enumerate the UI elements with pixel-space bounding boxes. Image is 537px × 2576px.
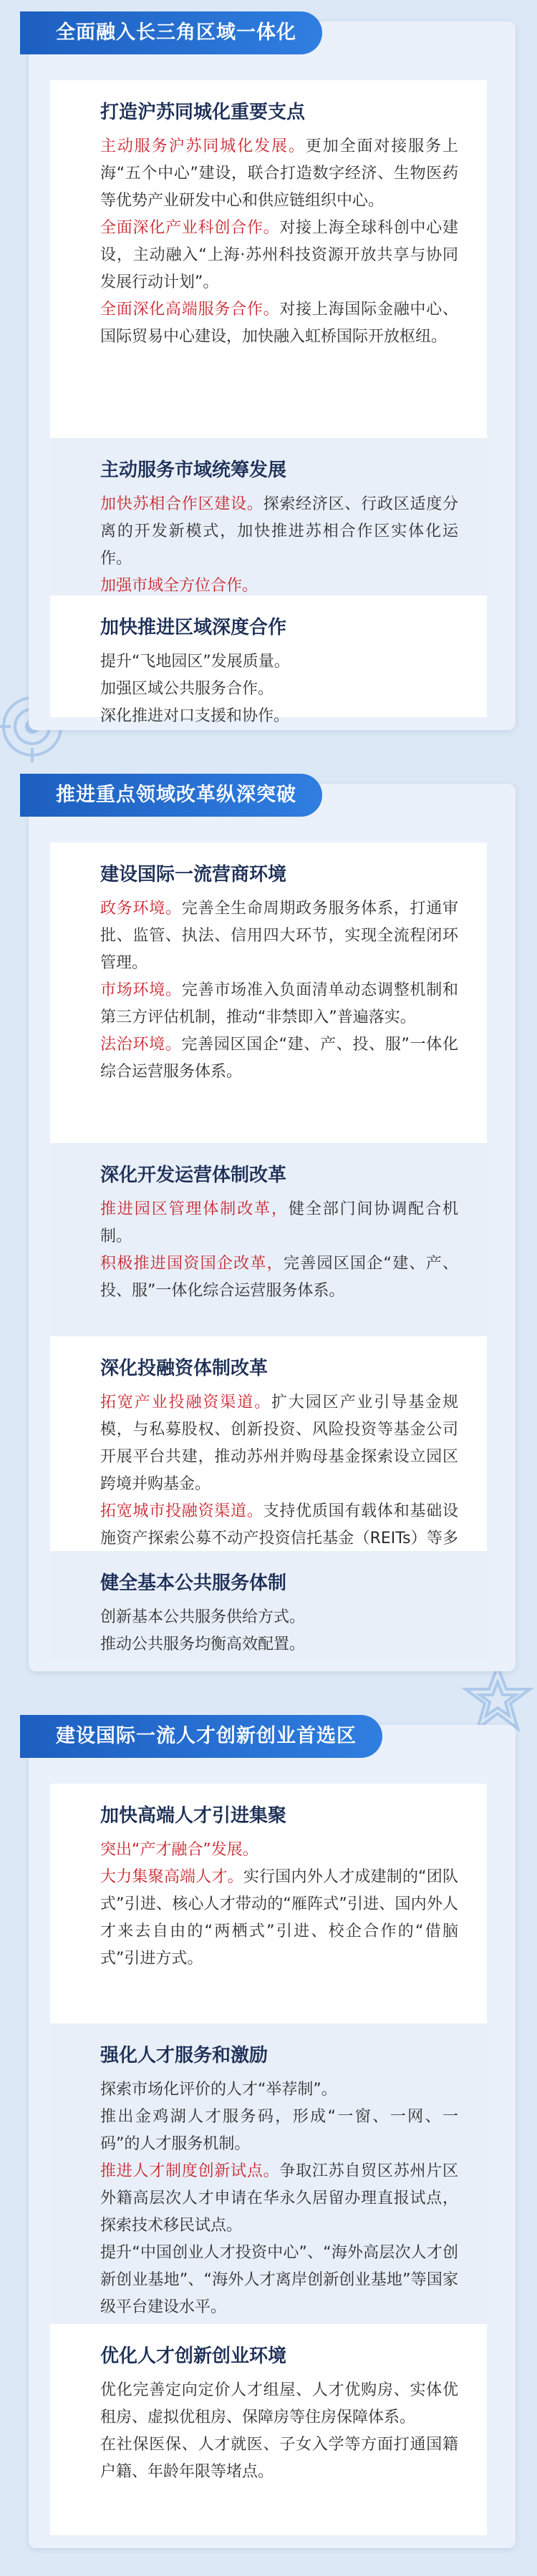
block-heading: 强化人才服务和激励: [100, 2045, 268, 2066]
block-talent-attraction: [50, 1784, 487, 2023]
highlight-text: 政务环境。: [100, 900, 182, 918]
highlight-text: 法治环境。: [100, 1036, 182, 1054]
body-text: 完善园区国企“建、产、投、服”一体化综合运营服务体系。: [100, 1255, 458, 1300]
section-talent: [29, 1725, 516, 2548]
section-title: 全面融入长三角区域一体化: [20, 11, 322, 54]
highlight-text: 全面深化高端服务合作。: [100, 301, 280, 319]
block-operation-reform: [50, 1143, 487, 1336]
block-talent-environment: [50, 2324, 487, 2535]
paragraph: [100, 1196, 458, 1250]
block-investment-financing: [50, 1336, 487, 1551]
paragraph: [100, 1864, 458, 1973]
paragraph: 推出金鸡湖人才服务码，形成“一窗、一网、一码”的人才服务机制。: [100, 2108, 458, 2153]
paragraph: [100, 1031, 458, 1086]
block-heading: 主动服务市域统筹发展: [100, 460, 287, 481]
paragraph: [100, 2158, 458, 2240]
highlight-text: 推进园区管理体制改革，: [100, 1200, 289, 1218]
highlight-text: 突出“产才融合”发展。: [100, 1841, 258, 1859]
block-regional-cooperation: [50, 596, 487, 725]
body-text: 支持优质国有载体和基础设施资产探索公募不动产投资信托基金（REITs）等多: [100, 1502, 458, 1547]
body-text: 健全部门间协调配合机制。: [100, 1200, 458, 1245]
paragraph: [100, 1389, 458, 1498]
highlight-text: 拓宽城市投融资渠道。: [100, 1502, 263, 1520]
paragraph: 在社保医保、人才就医、子女入学等方面打通国籍户籍、年龄年限等堵点。: [100, 2436, 458, 2481]
body-text: 更加全面对接服务上海“五个中心”建设，联合打造数字经济、生物医药等优势产业研发中心和供应链组织中心。: [100, 137, 458, 210]
paragraph: [100, 1250, 458, 1305]
paragraph: [100, 296, 458, 351]
block-municipal-coordination: [50, 438, 487, 596]
paragraph: [100, 977, 458, 1031]
highlight-text: 加强市域全方位合作。: [100, 577, 258, 595]
paragraph: 提升“中国创业人才投资中心”、“海外高层次人才创新创业基地”、“海外人才离岸创新创业基地”等国家级平台建设水平。: [100, 2244, 458, 2316]
body-text: 探索经济区、行政区适度分离的开发新模式，加快推进苏相合作区实体化运作。: [100, 495, 458, 568]
highlight-text: 推进人才制度创新试点。: [100, 2162, 280, 2180]
paragraph: [100, 895, 458, 977]
highlight-text: 全面深化产业科创合作。: [100, 219, 280, 237]
block-heading: 建设国际一流营商环境: [100, 864, 287, 885]
highlight-text: 积极推进国资国企改革，: [100, 1255, 284, 1273]
highlight-text: 主动服务沪苏同城化发展。: [100, 137, 306, 155]
block-business-environment: [50, 842, 487, 1143]
paragraph: 深化推进对口支援和协作。: [100, 707, 290, 725]
paragraph: 加强区域公共服务合作。: [100, 680, 274, 698]
section-title: 推进重点领域改革纵深突破: [20, 774, 322, 817]
highlight-text: 加快苏相合作区建设。: [100, 495, 263, 513]
body-text: 完善全生命周期政务服务体系，打通审批、监管、执法、信用四大环节，实现全流程闭环管理。: [100, 900, 458, 972]
paragraph: 探索市场化评价的人才“举荐制”。: [100, 2081, 337, 2099]
highlight-text: 市场环境。: [100, 981, 182, 999]
paragraph: [100, 215, 458, 296]
body-text: 完善市场准入负面清单动态调整机制和第三方评估机制，推动“非禁即入”普遍落实。: [100, 981, 458, 1026]
block-shanghai-suzhou: [50, 80, 487, 438]
body-text: 对接上海国际金融中心、国际贸易中心建设，加快融入虹桥国际开放枢纽。: [100, 301, 458, 346]
body-text: 实行国内外人才成建制的“团队式”引进、核心人才带动的“雁阵式”引进、国内外人才来去自由的“两栖式”引进、校企合作的“借脑式”引进方式。: [100, 1868, 458, 1968]
section-title: 建设国际一流人才创新创业首选区: [20, 1715, 382, 1758]
block-heading: 深化投融资体制改革: [100, 1358, 268, 1379]
paragraph: [100, 1837, 458, 1864]
paragraph: [100, 133, 458, 215]
block-heading: 加快高端人才引进集聚: [100, 1805, 287, 1827]
block-heading: 优化人才创新创业环境: [100, 2346, 287, 2367]
block-public-service: [50, 1551, 487, 1658]
body-text: 完善园区国企“建、产、投、服”一体化综合运营服务体系。: [100, 1036, 458, 1081]
body-text: 扩大园区产业引导基金规模，与私募股权、创新投资、风险投资等基金公司开展平台共建，推动苏州并购母基金探索设立园区跨境并购基金。: [100, 1394, 458, 1493]
block-heading: 加快推进区域深度合作: [100, 617, 287, 638]
highlight-text: 大力集聚高端人才。: [100, 1868, 243, 1886]
paragraph: 提升“飞地园区”发展质量。: [100, 653, 290, 671]
highlight-text: 拓宽产业投融资渠道。: [100, 1394, 271, 1411]
block-talent-service: [50, 2023, 487, 2324]
paragraph: 创新基本公共服务供给方式。: [100, 1608, 306, 1626]
block-heading: 健全基本公共服务体制: [100, 1573, 287, 1594]
block-heading: 打造沪苏同城化重要支点: [100, 102, 306, 123]
paragraph: [100, 491, 458, 573]
section-reform: [29, 784, 516, 1671]
block-heading: 深化开发运营体制改革: [100, 1165, 287, 1186]
section-yangtze-integration: [29, 21, 516, 730]
body-text: 争取江苏自贸区苏州片区外籍高层次人才申请在华永久居留办理直报试点，探索技术移民试点。: [100, 2162, 458, 2235]
paragraph: 推动公共服务均衡高效配置。: [100, 1635, 306, 1653]
paragraph: 优化完善定向定价人才组屋、人才优购房、实体优租房、虚拟优租房、保障房等住房保障体系。: [100, 2381, 458, 2426]
body-text: 对接上海全球科创中心建设，主动融入“上海·苏州科技资源开放共享与协同发展行动计划”。: [100, 219, 458, 291]
